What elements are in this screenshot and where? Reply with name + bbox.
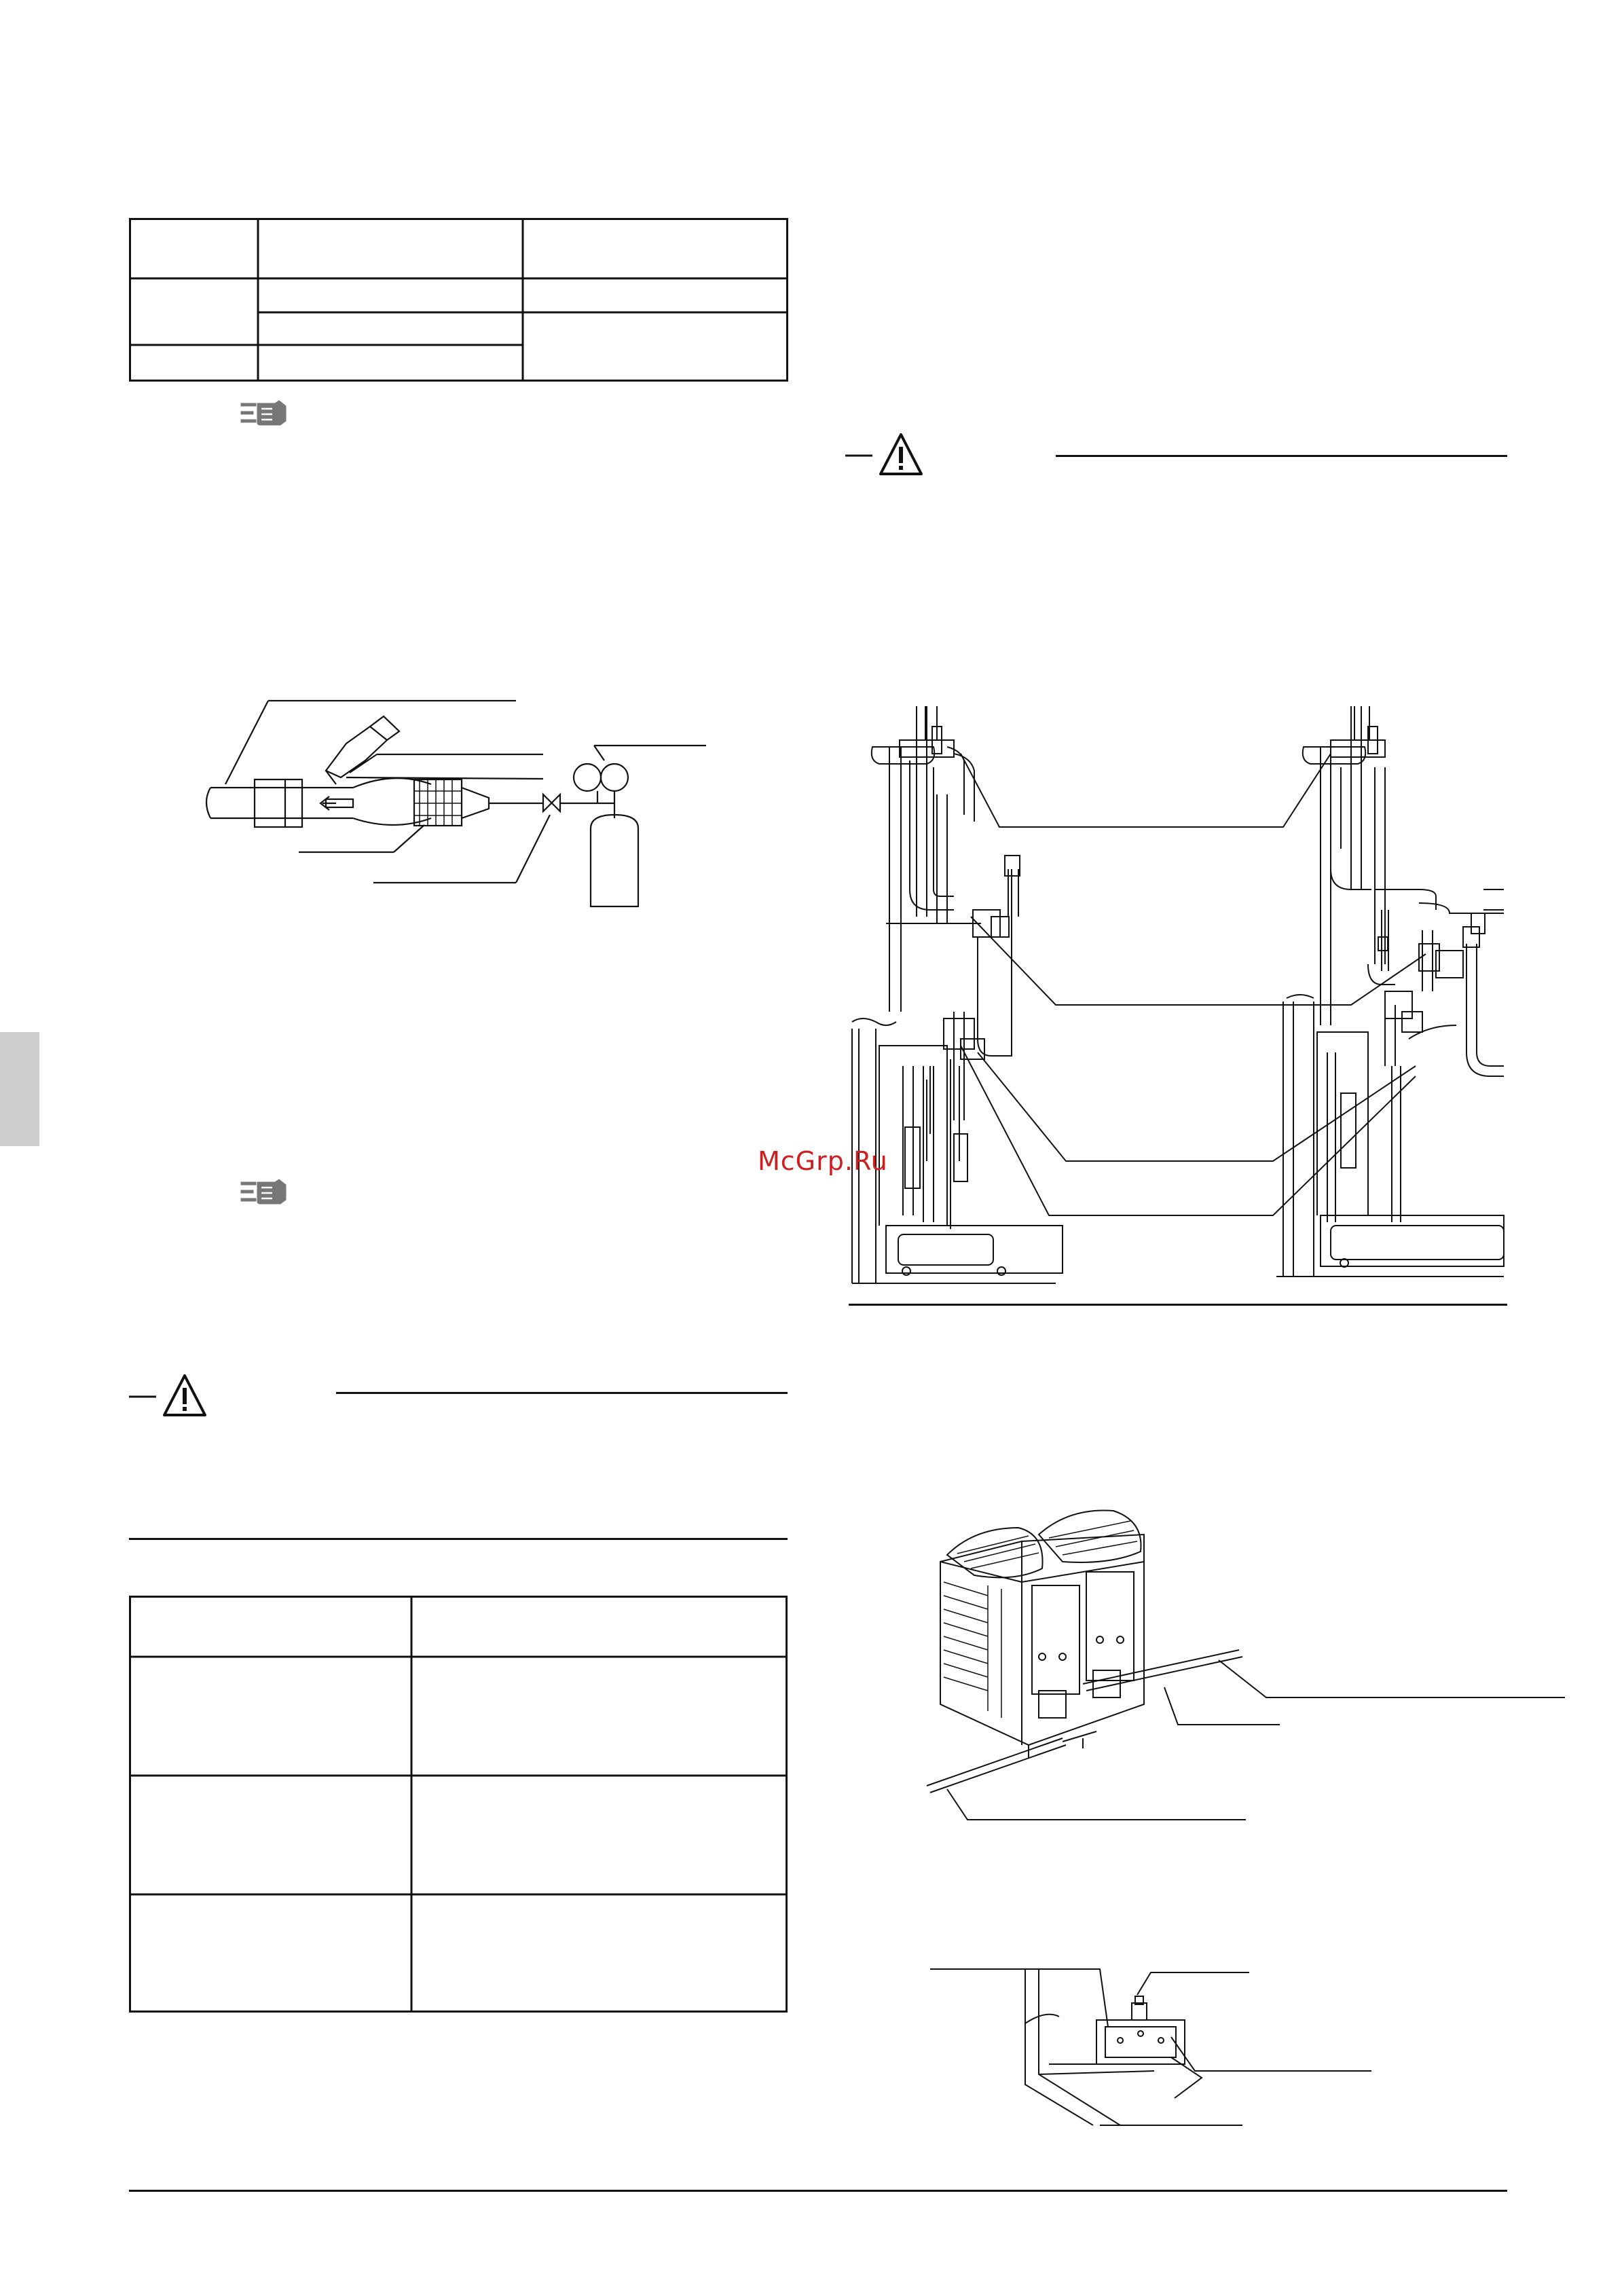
outdoor-unit-isometric — [927, 1487, 1456, 1854]
outdoor-unit-valve-diagram — [852, 686, 1504, 1283]
footer-rule — [129, 2190, 1507, 2192]
pipe-fixing-detail — [930, 1956, 1378, 2139]
diagram-bottom-rule — [849, 1304, 1507, 1306]
warning-header-rule — [1056, 455, 1507, 457]
watermark: McGrp.Ru — [758, 1146, 888, 1176]
warning-triangle-icon — [845, 432, 927, 479]
